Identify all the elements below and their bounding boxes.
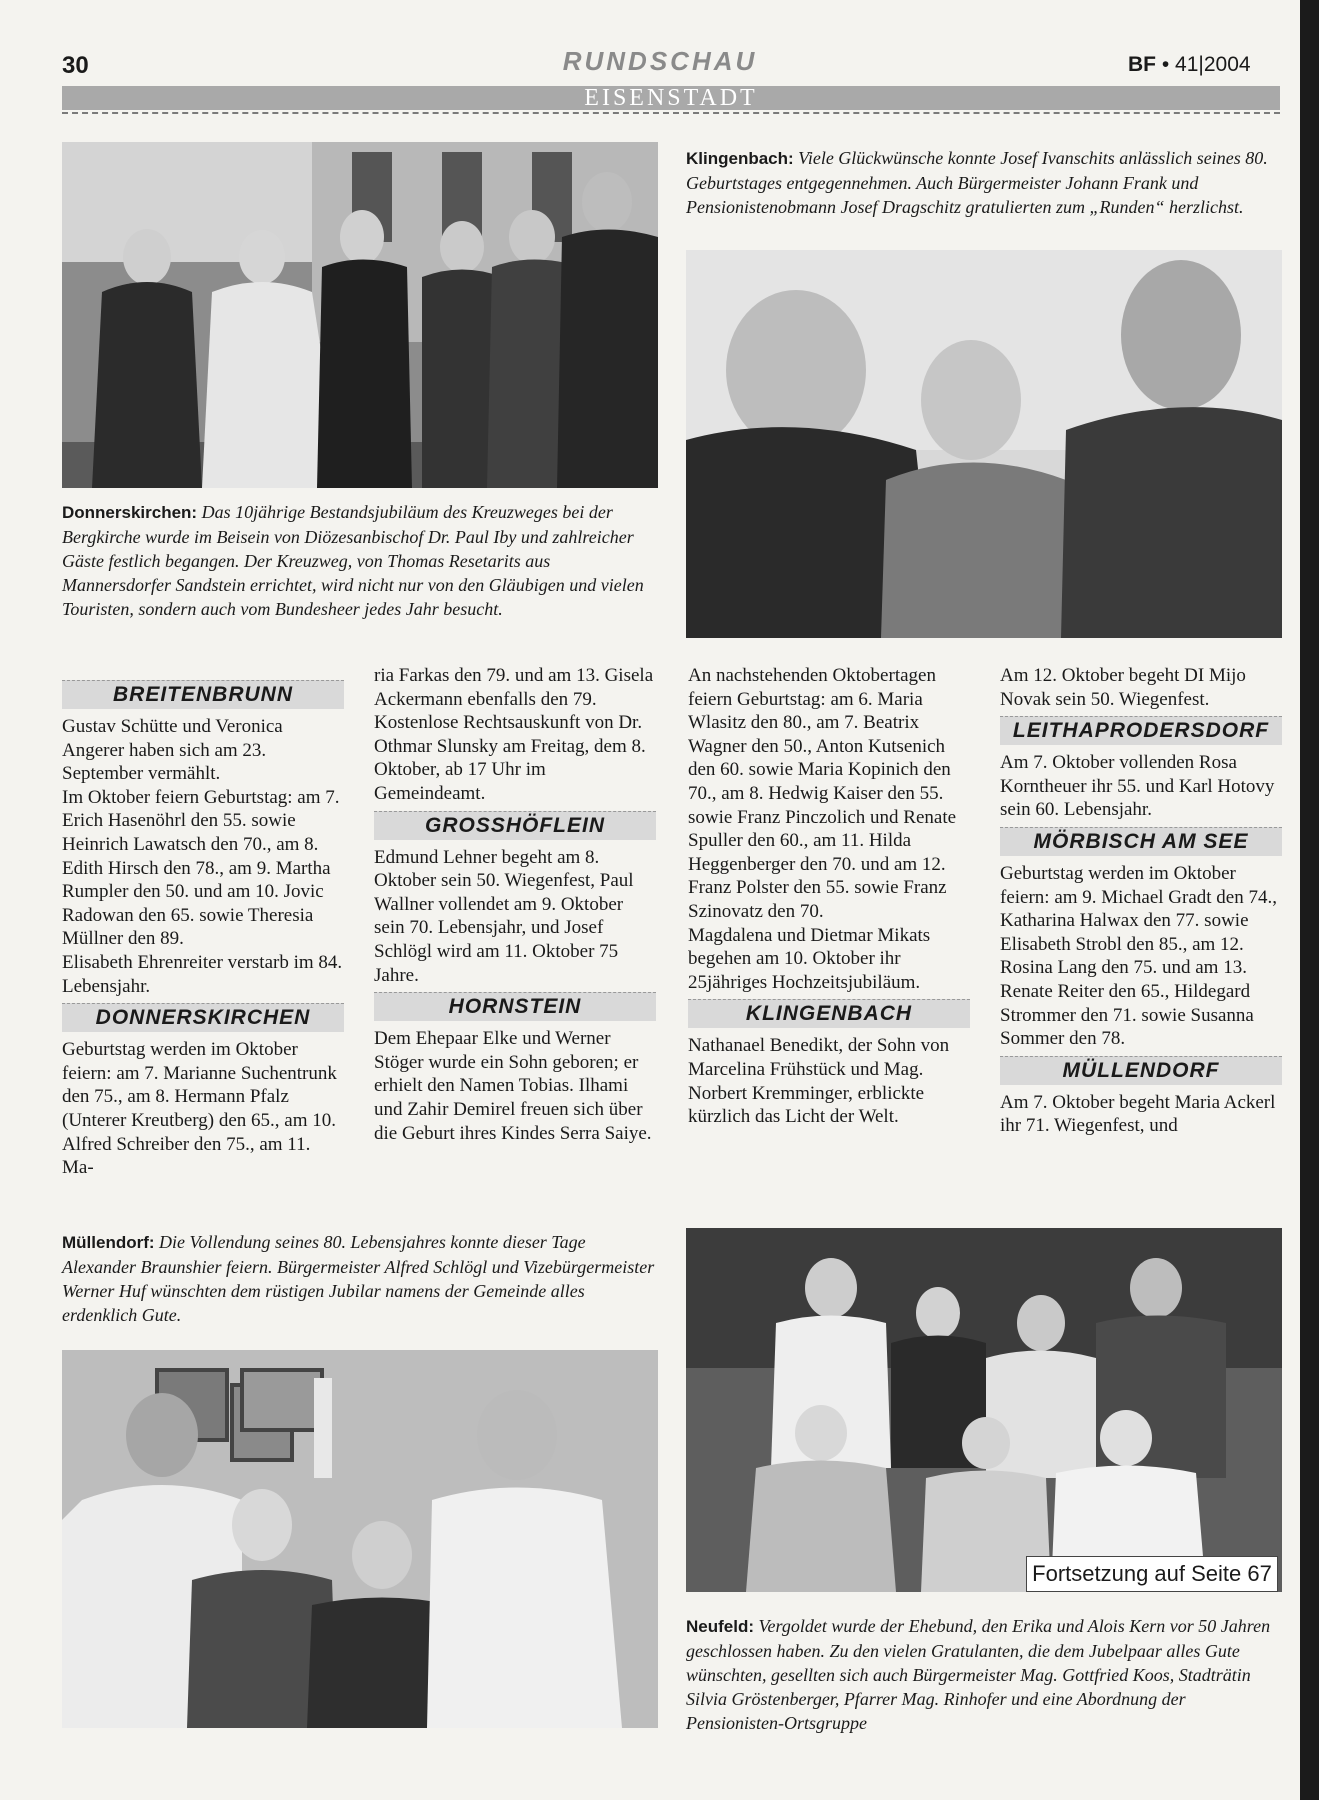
article-text: An nachstehenden Oktobertagen feiern Geburtstag: am 6. Maria Wlasitz den 80., am 7. Beatrix Wagner den 50., Anton Kutsenich den 60. sowie Maria Kopinich den 70., am 8. Hedwig Kaiser den 55. sowie Franz Pinczolich und Renate Spuller den 60., am 11. Hilda Heggenberger den 70. und am 12. Franz Polster den 55. sowie Franz Szinovatz den 70. (688, 665, 957, 922)
article-text: ria Farkas den 79. und am 13. Gisela Ackermann ebenfalls den 79. (374, 665, 654, 710)
article-text: Magdalena und Dietmar Mikats begehen am 10. Oktober ihr 25jähriges Hochzeitsjubiläum. (688, 924, 931, 993)
caption-text: Vergoldet wurde der Ehebund, den Erika und Alois Kern vor 50 Jahren geschlossen haben. Zu den vielen Gratulanten, die dem Jubelpaar alles Gute wünschten, gesellten sich auch Bürgermeister Mag. Gottfried Koos, Stadträtin Silvia Gröstenberger, Pfarrer Mag. Rinhofer und eine Abordnung der Pensionisten-Ortsgruppe (686, 1616, 1271, 1733)
article-text: Elisabeth Ehrenreiter verstarb im 84. Lebensjahr. (62, 951, 343, 997)
continuation-note: Fortsetzung auf Seite 67 (1026, 1556, 1278, 1592)
caption-muellendorf (62, 1230, 658, 1327)
caption-text: Die Vollendung seines 80. Lebensjahres konnte dieser Tage Alexander Braunshier feiern. Bürgermeister Alfred Schlögl und Vizebürgermeister Werner Huf wünschten dem rüstigen Jubilar namens der Gemeinde alles erdenklich Gute. (62, 1232, 655, 1325)
scan-edge (1300, 0, 1319, 1800)
column-4 (1000, 664, 1282, 1138)
caption-text: Das 10jährige Bestandsjubiläum des Kreuzweges bei der Bergkirche wurde im Beisein von Diözesanbischof Dr. Paul Iby und zahlreicher Gäste festlich begangen. Der Kreuzweg, von Thomas Resetarits aus Mannersdorfer Sandstein errichtet, wird nicht nur von den Gläubigen und vielen Touristen, sondern auch vom Bundesheer jedes Jahr besucht. (62, 502, 644, 619)
column-2 (374, 664, 656, 1145)
caption-klingenbach (686, 146, 1286, 219)
photo-muellendorf (62, 1350, 658, 1728)
heading-moerbisch-am-see: MÖRBISCH AM SEE (1000, 827, 1282, 856)
heading-klingenbach: KLINGENBACH (688, 999, 970, 1028)
caption-place: Neufeld: (686, 1617, 754, 1636)
article-text: Edmund Lehner begeht am 8. Oktober sein 50. Wiegenfest, Paul Wallner vollendet am 9. Oktober sein 70. Lebensjahr, und Josef Schlögl wird am 11. Oktober 75 Jahre. (374, 846, 634, 986)
page-number: 30 (62, 52, 89, 79)
caption-neufeld (686, 1614, 1286, 1735)
caption-place: Donnerskirchen: (62, 503, 198, 522)
article-text: Im Oktober feiern Geburtstag: am 7. Erich Hasenöhrl den 55. sowie Heinrich Lawatsch den 70., am 8. Edith Hirsch den 78., am 9. Martha Rumpler den 50. und am 10. Jovic Radowan den 65. sowie Theresia Müllner den 89. (62, 786, 340, 950)
issue-info (1128, 53, 1251, 77)
caption-text: Viele Glückwünsche konnte Josef Ivanschits anlässlich seines 80. Geburtstages entgegennehmen. Auch Bürgermeister Johann Frank und Pensionistenobmann Josef Dragschitz gratulierten zum „Runden“ herzlichst. (686, 148, 1268, 217)
article-text: Geburtstag werden im Oktober feiern: am 7. Marianne Suchentrunk den 75., am 8. Hermann Pfalz (Unterer Kreutberg) den 65., am 10. Alfred Schreiber den 75., am 11. Ma- (62, 1039, 337, 1179)
region-title: EISENSTADT (584, 85, 758, 111)
article-text: Geburtstag werden im Oktober feiern: am 9. Michael Gradt den 74., Katharina Halwax den 77. sowie Elisabeth Strobl den 85., am 12. Rosina Lang den 75. und am 13. Renate Reiter den 65., Hildegard Strommer den 71. sowie Susanna Sommer den 78. (1000, 862, 1277, 1050)
column-3 (688, 664, 970, 1129)
photo-donnerskirchen (62, 142, 658, 488)
header-divider (62, 112, 1280, 114)
article-text: Dem Ehepaar Elke und Werner Stöger wurde ein Sohn geboren; er erhielt den Namen Tobias. Ilhami und Zahir Demirel freuen sich über die Geburt ihres Kindes Serra Saiye. (374, 1028, 652, 1144)
article-text: Gustav Schütte und Veronica Angerer haben sich am 23. September vermählt. (62, 716, 283, 785)
caption-place: Müllendorf: (62, 1233, 155, 1252)
article-text: Nathanael Benedikt, der Sohn von Marcelina Frühstück und Mag. Norbert Kremminger, erblickte kürzlich das Licht der Welt. (688, 1035, 950, 1128)
column-1 (62, 675, 344, 1180)
article-text: Kostenlose Rechtsauskunft von Dr. Othmar Slunsky am Freitag, dem 8. Oktober, ab 17 Uhr im Gemeindeamt. (374, 712, 646, 804)
section-title: RUNDSCHAU (562, 46, 758, 76)
photo-klingenbach (686, 250, 1282, 638)
heading-grosshoeflein: GROSSHÖFLEIN (374, 811, 656, 840)
heading-donnerskirchen: DONNERSKIRCHEN (62, 1003, 344, 1032)
article-text: Am 7. Oktober vollenden Rosa Kornthеuer ihr 55. und Karl Hotovy sein 60. Lebensjahr. (1000, 752, 1275, 821)
caption-donnerskirchen (62, 500, 658, 621)
photo-neufeld (686, 1228, 1282, 1592)
article-text: Am 7. Oktober begeht Maria Ackerl ihr 71. Wiegenfest, und (1000, 1091, 1276, 1137)
heading-hornstein: HORNSTEIN (374, 992, 656, 1021)
caption-place: Klingenbach: (686, 149, 794, 168)
region-banner (62, 86, 1280, 110)
issue-number: • 41|2004 (1161, 53, 1251, 76)
article-text: Am 12. Oktober begeht DI Mijo Novak sein 50. Wiegenfest. (1000, 665, 1246, 710)
heading-breitenbrunn: BREITENBRUNN (62, 680, 344, 709)
heading-leithaprodersdorf: LEITHAPRODERSDORF (1000, 716, 1282, 745)
publication-name: BF (1128, 53, 1156, 76)
heading-muellendorf: MÜLLENDORF (1000, 1056, 1282, 1085)
